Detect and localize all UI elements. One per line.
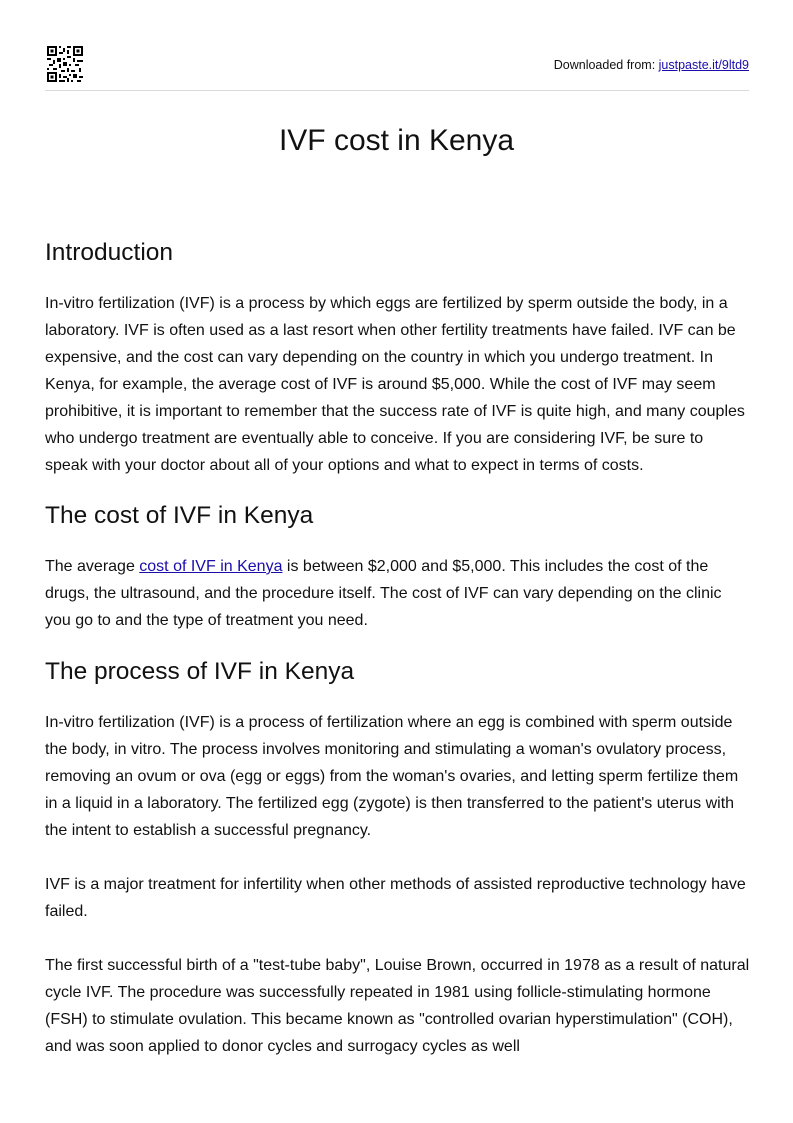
process-paragraph-1: In-vitro fertilization (IVF) is a process of fertilization where an egg is combined with sperm outside the body, in vitro. The process involves monitoring and stimulating a woman's ovulatory process, removing an ovum or ova (egg or eggs) from the woman's ovaries, and letting sperm fertilize them in a liquid in a laboratory. The fertilized egg (zygote) is then transferred to the patient's uterus with the intent to establish a successful pregnancy. (45, 714, 739, 839)
source-link[interactable]: justpaste.it/9ltd9 (658, 58, 749, 72)
page-header (45, 46, 749, 91)
download-prefix: Downloaded from: (553, 58, 659, 72)
page-title: IVF cost in Kenya (278, 124, 515, 157)
article-body (45, 236, 750, 1060)
intro-paragraph: In-vitro fertilization (IVF) is a process by which eggs are fertilized by sperm outside the body, in a laboratory. IVF is often used as a last resort when other fertility treatments have failed. IVF can be expensive, and the cost can vary depending on the country in which you undergo treatment. In Kenya, for example, the average cost of IVF is around $5,000. While the cost of IVF may seem prohibitive, it is important to remember that the success rate of IVF is quite high, and many couples who undergo treatment are eventually able to conceive. If you are considering IVF, be sure to speak with your doctor about all of your options and what to expect in terms of costs. (45, 295, 745, 474)
process-paragraph-3: The first successful birth of a "test-tube baby", Louise Brown, occurred in 1978 as a result of natural cycle IVF. The procedure was successfully repeated in 1981 using follicle-stimulating hormone (FSH) to stimulate ovulation. This became known as "controlled ovarian hyperstimulation" (COH), and was soon applied to donor cycles and surrogacy cycles as well (45, 957, 750, 1055)
qr-code-icon (47, 46, 83, 82)
process-paragraph-2: IVF is a major treatment for infertility when other methods of assisted reproductive technology have failed. (45, 876, 746, 920)
heading-process: The process of IVF in Kenya (45, 658, 355, 685)
cost-text-after: is between $2,000 and $5,000. This includes the cost of the drugs, the ultrasound, and the procedure itself. The cost of IVF can vary depending on the clinic you go to and the type of treatment you need. (45, 558, 722, 629)
heading-cost: The cost of IVF in Kenya (45, 502, 314, 529)
download-source (554, 58, 749, 72)
cost-paragraph (45, 553, 750, 634)
cost-of-ivf-link[interactable]: cost of IVF in Kenya (139, 558, 283, 575)
cost-text-before: The average (45, 558, 140, 575)
heading-introduction: Introduction (45, 239, 174, 266)
